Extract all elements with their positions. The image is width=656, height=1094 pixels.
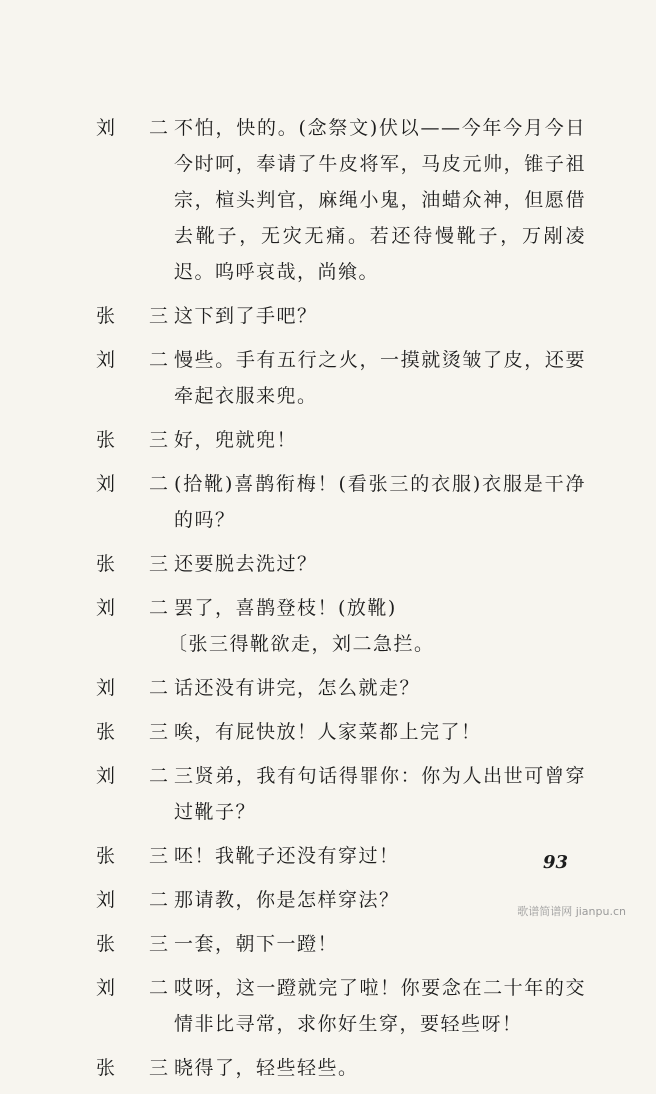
dialogue-text: 话还没有讲完，怎么就走？ bbox=[174, 677, 421, 699]
dialogue-text: 好，兜就兜！ bbox=[174, 429, 298, 451]
dialogue-text: 慢些。手有五行之火，一摸就烫皱了皮，还要牵起衣服来兜。 bbox=[174, 349, 586, 407]
dialogue-entry bbox=[96, 758, 586, 830]
dialogue-entry bbox=[96, 670, 586, 706]
watermark: 歌谱简谱网 jianpu.cn bbox=[517, 905, 626, 918]
speaker-label: 刘 二 bbox=[96, 677, 183, 699]
speaker-label: 刘 二 bbox=[96, 765, 183, 787]
speaker-label: 刘 二 bbox=[96, 889, 183, 911]
dialogue-text: 呸！我靴子还没有穿过！ bbox=[174, 845, 400, 867]
speaker-label: 张 三 bbox=[96, 933, 183, 955]
dialogue-entry bbox=[96, 422, 586, 458]
dialogue-entry bbox=[96, 714, 586, 750]
speaker-label: 张 三 bbox=[96, 553, 183, 575]
speaker-label: 张 三 bbox=[96, 845, 183, 867]
dialogue-text: 还要脱去洗过？ bbox=[174, 553, 318, 575]
speaker-label: 张 三 bbox=[96, 429, 183, 451]
script-body bbox=[96, 110, 586, 1094]
dialogue-text: (拾靴)喜鹊衔梅！(看张三的衣服)衣服是干净的吗？ bbox=[174, 473, 586, 531]
dialogue-entry bbox=[96, 546, 586, 582]
dialogue-entry bbox=[96, 590, 586, 626]
dialogue-text: 一套，朝下一蹬！ bbox=[174, 933, 339, 955]
dialogue-entry bbox=[96, 342, 586, 414]
dialogue-entry bbox=[96, 926, 586, 962]
dialogue-text: 晓得了，轻些轻些。 bbox=[174, 1057, 359, 1079]
dialogue-entry bbox=[96, 110, 586, 290]
dialogue-entry bbox=[96, 298, 586, 334]
stage-direction: 〔张三得靴欲走，刘二急拦。 bbox=[168, 633, 435, 655]
dialogue-entry bbox=[96, 970, 586, 1042]
dialogue-text: 不怕，快的。(念祭文)伏以——今年今月今日今时呵，奉请了牛皮将军，马皮元帅，锥子祖宗，楦头判官，麻绳小鬼，油蜡众神，但愿借去靴子，无灾无痛。若还待慢靴子，万剐凌迟。呜呼哀哉，尚飨。 bbox=[174, 117, 586, 283]
speaker-label: 张 三 bbox=[96, 1057, 183, 1079]
dialogue-text: 这下到了手吧？ bbox=[174, 305, 318, 327]
dialogue-text: 三贤弟，我有句话得罪你：你为人出世可曾穿过靴子？ bbox=[174, 765, 586, 823]
dialogue-text: 罢了，喜鹊登枝！(放靴) bbox=[174, 597, 397, 619]
speaker-label: 刘 二 bbox=[96, 349, 183, 371]
dialogue-text: 唉，有屁快放！人家菜都上完了！ bbox=[174, 721, 482, 743]
dialogue-entry bbox=[96, 466, 586, 538]
speaker-label: 张 三 bbox=[96, 721, 183, 743]
speaker-label: 刘 二 bbox=[96, 597, 183, 619]
dialogue-entry bbox=[96, 838, 586, 874]
page-number: 93 bbox=[543, 852, 569, 873]
dialogue-entry bbox=[96, 1050, 586, 1086]
dialogue-text: 那请教，你是怎样穿法？ bbox=[174, 889, 400, 911]
speaker-label: 刘 二 bbox=[96, 117, 183, 139]
speaker-label: 刘 二 bbox=[96, 977, 183, 999]
dialogue-entry bbox=[96, 882, 586, 918]
speaker-label: 张 三 bbox=[96, 305, 183, 327]
speaker-label: 刘 二 bbox=[96, 473, 183, 495]
dialogue-text: 哎呀，这一蹬就完了啦！你要念在二十年的交情非比寻常，求你好生穿，要轻些呀！ bbox=[174, 977, 586, 1035]
